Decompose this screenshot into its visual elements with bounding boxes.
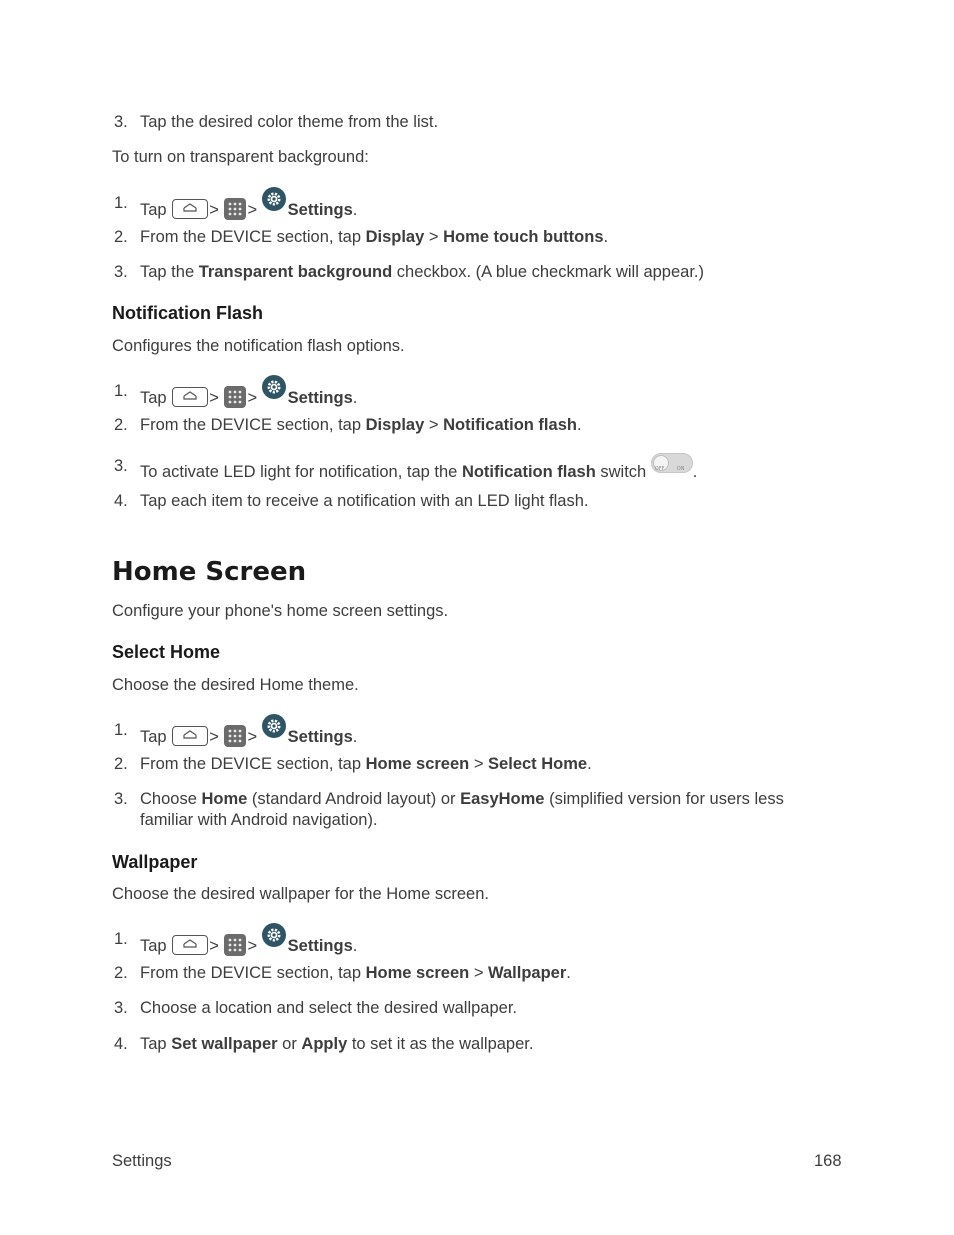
text: > xyxy=(424,228,444,246)
list-number: 3. xyxy=(114,263,128,281)
settings-gear-icon xyxy=(262,923,286,947)
step-text: Tap the desired color theme from the list. xyxy=(140,113,439,131)
text: Choose xyxy=(140,790,202,808)
list-number: 1. xyxy=(114,721,128,739)
text: From the DEVICE section, tap xyxy=(140,228,366,246)
period: . xyxy=(352,389,358,407)
step-text xyxy=(140,754,592,774)
list-number: 4. xyxy=(114,1035,128,1053)
tap-text: Tap xyxy=(140,937,167,955)
settings-label: Settings xyxy=(287,389,353,407)
settings-gear-icon xyxy=(262,714,286,738)
separator: > xyxy=(247,389,258,407)
text: . xyxy=(566,964,571,982)
step-text xyxy=(140,963,571,983)
list-number: 2. xyxy=(114,228,128,246)
text: . xyxy=(587,755,592,773)
step-text xyxy=(140,227,608,247)
footer-section-name: Settings xyxy=(112,1152,172,1170)
tap-text: Tap xyxy=(140,201,167,219)
text: (simplified version for users less xyxy=(544,790,784,808)
bold-text: Display xyxy=(365,228,425,246)
settings-gear-icon xyxy=(262,375,286,399)
text: > xyxy=(469,755,489,773)
bold-text: Notification flash xyxy=(461,463,596,481)
text: . xyxy=(603,228,609,246)
toggle-switch-icon xyxy=(651,453,693,473)
bold-text: Select Home xyxy=(488,755,588,773)
text: checkbox. (A blue checkmark will appear.) xyxy=(392,263,704,281)
apps-icon xyxy=(224,934,246,956)
bold-text: EasyHome xyxy=(460,790,545,808)
intro-text: To turn on transparent background: xyxy=(112,148,369,166)
bold-text: Display xyxy=(365,416,425,434)
section-description: Configures the notification flash options. xyxy=(112,337,405,355)
list-number: 2. xyxy=(114,964,128,982)
bold-text: Apply xyxy=(301,1035,348,1053)
step-text-continued: familiar with Android navigation). xyxy=(140,811,378,829)
home-button-icon xyxy=(172,726,208,746)
text: to set it as the wallpaper. xyxy=(347,1035,534,1053)
list-number: 2. xyxy=(114,416,128,434)
list-number: 3. xyxy=(114,457,128,475)
list-number: 3. xyxy=(114,790,128,808)
separator: > xyxy=(209,937,219,955)
bold-text: Home xyxy=(201,790,248,808)
text: From the DEVICE section, tap xyxy=(140,416,366,434)
text: or xyxy=(277,1035,302,1053)
text: From the DEVICE section, tap xyxy=(140,755,366,773)
section-heading: Wallpaper xyxy=(112,852,198,872)
list-number: 3. xyxy=(114,999,128,1017)
separator: > xyxy=(247,728,258,746)
home-button-icon xyxy=(172,935,208,955)
list-number: 2. xyxy=(114,755,128,773)
step-text xyxy=(140,415,582,435)
apps-icon xyxy=(224,198,246,220)
footer-page-number: 168 xyxy=(814,1152,842,1170)
text: > xyxy=(469,964,489,982)
separator: > xyxy=(209,201,219,219)
period: . xyxy=(352,937,358,955)
bold-text: Home screen xyxy=(365,964,470,982)
settings-label: Settings xyxy=(287,728,353,746)
bold-text: Home screen xyxy=(365,755,470,773)
step-text: Tap each item to receive a notification with an LED light flash. xyxy=(140,492,589,510)
list-number: 1. xyxy=(114,382,128,400)
settings-label: Settings xyxy=(287,201,353,219)
section-heading: Notification Flash xyxy=(112,303,264,323)
settings-gear-icon xyxy=(262,187,286,211)
tap-settings-step xyxy=(140,381,357,408)
list-number: 1. xyxy=(114,930,128,948)
list-number: 3. xyxy=(114,113,128,131)
text: > xyxy=(424,416,444,434)
separator: > xyxy=(247,201,258,219)
bold-text: Notification flash xyxy=(443,416,577,434)
step-text xyxy=(140,457,697,482)
tap-text: Tap xyxy=(140,728,167,746)
bold-text: Home touch buttons xyxy=(443,228,604,246)
switch-on-label: ON xyxy=(676,466,685,472)
text: Tap xyxy=(140,1035,172,1053)
page-section-title: Home Screen xyxy=(112,557,307,587)
home-button-icon xyxy=(172,387,208,407)
list-number: 4. xyxy=(114,492,128,510)
step-text xyxy=(140,1034,533,1054)
step-text xyxy=(140,789,784,809)
text: Tap the xyxy=(140,263,199,281)
settings-label: Settings xyxy=(287,937,353,955)
text: switch xyxy=(595,463,651,481)
section-description: Configure your phone's home screen settings. xyxy=(112,602,449,620)
tap-settings-step xyxy=(140,929,357,956)
section-description: Choose the desired Home theme. xyxy=(112,676,359,694)
tap-settings-step xyxy=(140,720,357,747)
home-button-icon xyxy=(172,199,208,219)
step-text: Choose a location and select the desired wallpaper. xyxy=(140,999,517,1017)
text: (standard Android layout) or xyxy=(247,790,461,808)
text: From the DEVICE section, tap xyxy=(140,964,366,982)
text: . xyxy=(576,416,582,434)
section-description: Choose the desired wallpaper for the Home screen. xyxy=(112,885,489,903)
separator: > xyxy=(247,937,258,955)
apps-icon xyxy=(224,386,246,408)
period: . xyxy=(352,201,358,219)
separator: > xyxy=(209,728,219,746)
tap-settings-step xyxy=(140,193,357,220)
text: . xyxy=(692,463,698,481)
bold-text: Set wallpaper xyxy=(171,1035,278,1053)
step-text xyxy=(140,262,704,282)
list-number: 1. xyxy=(114,194,128,212)
section-heading: Select Home xyxy=(112,642,221,662)
separator: > xyxy=(209,389,219,407)
period: . xyxy=(352,728,358,746)
apps-icon xyxy=(224,725,246,747)
bold-text: Transparent background xyxy=(198,263,393,281)
switch-off-label: OFF xyxy=(654,466,665,472)
tap-text: Tap xyxy=(140,389,167,407)
bold-text: Wallpaper xyxy=(488,964,567,982)
text: To activate LED light for notification, tap the xyxy=(140,463,462,481)
